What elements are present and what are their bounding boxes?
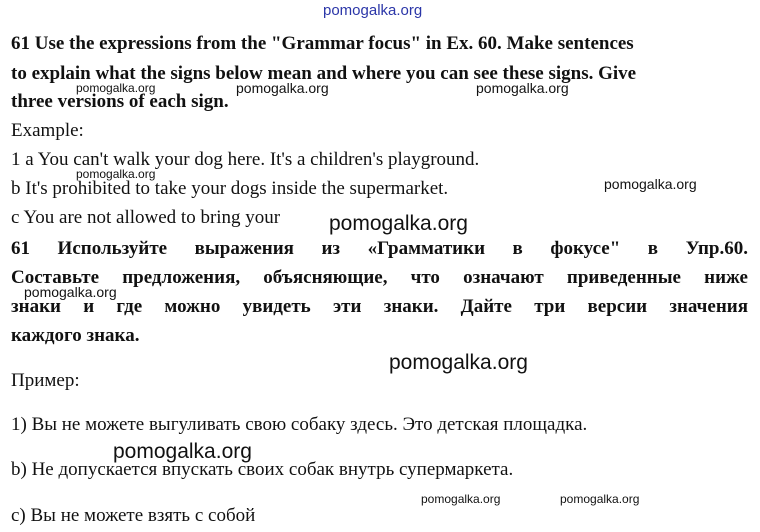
watermark-top: pomogalka.org <box>323 2 423 19</box>
watermark: pomogalka.org <box>604 176 697 192</box>
russian-line-2: b) Не допускается впускать своих собак внутрь супермаркета. <box>11 459 514 480</box>
watermark: pomogalka.org <box>236 80 329 96</box>
russian-heading-line-2: Составьте предложения, объясняющие, что означают приведенные ниже <box>11 267 748 288</box>
watermark: pomogalka.org <box>421 492 501 506</box>
watermark: pomogalka.org <box>76 167 156 181</box>
watermark: pomogalka.org <box>329 212 468 235</box>
watermark: pomogalka.org <box>113 440 252 463</box>
russian-heading-line-1: 61 Используйте выражения из «Грамматики в фокусе" в Упр.60. <box>11 238 748 259</box>
russian-example-label: Пример: <box>11 370 80 391</box>
english-heading-line-3: three versions of each sign. <box>11 91 229 112</box>
english-heading-line-2: to explain what the signs below mean and where you can see these signs. Give <box>11 63 637 84</box>
english-heading-line-1: 61 Use the expressions from the "Grammar focus" in Ex. 60. Make sentences <box>11 33 634 54</box>
english-line-2: b It's prohibited to take your dogs inside the supermarket. <box>11 178 449 199</box>
english-line-3: c You are not allowed to bring your <box>11 207 281 228</box>
russian-line-1: 1) Вы не можете выгуливать свою собаку здесь. Это детская площадка. <box>11 414 588 435</box>
watermark: pomogalka.org <box>24 284 117 300</box>
watermark: pomogalka.org <box>389 351 528 374</box>
english-line-1: 1 a You can't walk your dog here. It's a children's playground. <box>11 149 480 170</box>
watermark: pomogalka.org <box>76 81 156 95</box>
russian-line-3: c) Вы не можете взять с собой <box>11 505 256 526</box>
watermark: pomogalka.org <box>476 80 569 96</box>
english-example-label: Example: <box>11 120 84 141</box>
russian-heading-line-4: каждого знака. <box>11 325 140 346</box>
russian-heading-line-3: знаки и где можно увидеть эти знаки. Дайте три версии значения <box>11 296 748 317</box>
watermark: pomogalka.org <box>560 492 640 506</box>
